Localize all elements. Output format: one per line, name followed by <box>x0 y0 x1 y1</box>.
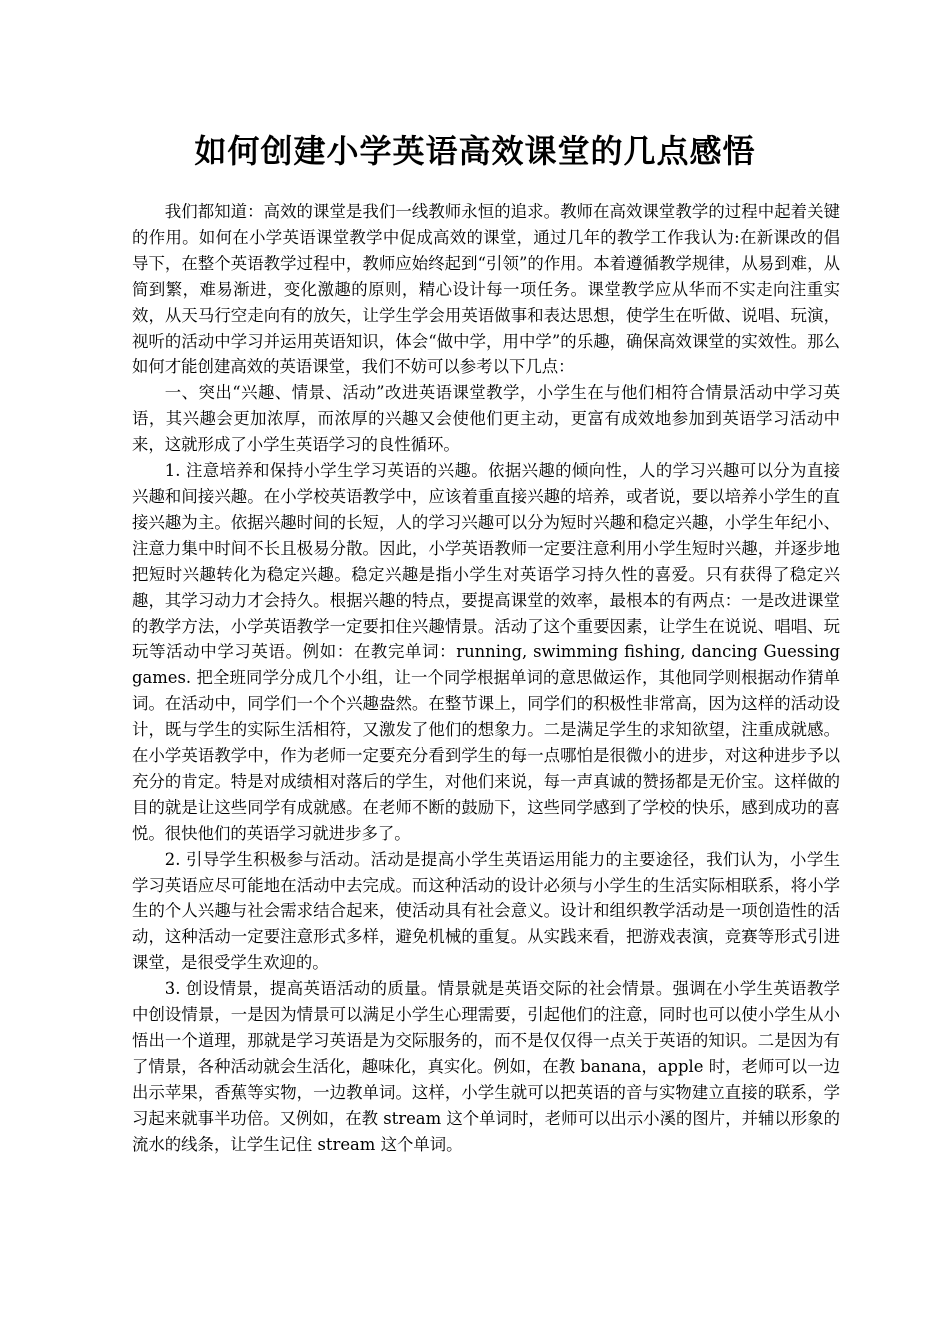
paragraph-section-one: 一、突出“兴趣、情景、活动”改进英语课堂教学，小学生在与他们相符合情景活动中学习英语，其兴趣会更加浓厚，而浓厚的兴趣又会使他们更主动，更富有成效地参加到英语学习活动中来，这就形成了小学生英语学习的良性循环。 <box>132 383 840 455</box>
document-body <box>132 199 840 1158</box>
paragraph-point-3: 3. 创设情景，提高英语活动的质量。情景就是英语交际的社会情景。强调在小学生英语教学中创设情景，一是因为情景可以满足小学生心理需要，引起他们的注意，同时也可以使小学生从小悟出一个道理，那就是学习英语是为交际服务的，而不是仅仅得一点关于英语的知识。二是因为有了情景，各种活动就会生活化，趣味化，真实化。例如，在教 banana，apple 时，老师可以一边出示苹果，香蕉等实物，一边教单词。这样，小学生就可以把英语的音与实物建立直接的联系，学习起来就事半功倍。又例如，在教 stream 这个单词时，老师可以出示小溪的图片，并辅以形象的流水的线条，让学生记住 stream 这个单词。 <box>132 979 840 1154</box>
paragraph-point-2: 2. 引导学生积极参与活动。活动是提高小学生英语运用能力的主要途径，我们认为，小学生学习英语应尽可能地在活动中去完成。而这种活动的设计必须与小学生的生活实际相联系，将小学生的个人兴趣与社会需求结合起来，使活动具有社会意义。设计和组织教学活动是一项创造性的活动，这种活动一定要注意形式多样，避免机械的重复。从实践来看，把游戏表演，竞赛等形式引进课堂，是很受学生欢迎的。 <box>132 849 840 973</box>
document-title: 如何创建小学英语高效课堂的几点感悟 <box>194 132 756 170</box>
paragraph-point-1: 1. 注意培养和保持小学生学习英语的兴趣。依据兴趣的倾向性，人的学习兴趣可以分为直接兴趣和间接兴趣。在小学校英语教学中，应该着重直接兴趣的培养，或者说，要以培养小学生的直接兴趣为主。依据兴趣时间的长短，人的学习兴趣可以分为短时兴趣和稳定兴趣，小学生年纪小、注意力集中时间不长且极易分散。因此，小学英语教师一定要注意利用小学生短时兴趣，并逐步地把短时兴趣转化为稳定兴趣。稳定兴趣是指小学生对英语学习持久性的喜爱。只有获得了稳定兴趣，其学习动力才会持久。根据兴趣的特点，要提高课堂的效率，最根本的有两点：一是改进课堂的教学方法，小学英语教学一定要扣住兴趣情景。活动了这个重要因素，让学生在说说、唱唱、玩玩等活动中学习英语。例如：在教完单词：running, swimming fishing, dancing Guessing games. 把全班同学分成几个小组，让一个同学根据单词的意思做运作，其他同学则根据动作猜单词。在活动中，同学们一个个兴趣盎然。在整节课上，同学们的积极性非常高，因为这样的活动设计，既与学生的实际生活相符，又激发了他们的想象力。二是满足学生的求知欲望，注重成就感。在小学英语教学中，作为老师一定要充分看到学生的每一点哪怕是很微小的进步，对这种进步予以充分的肯定。特是对成绩相对落后的学生，对他们来说，每一声真诚的赞扬都是无价宝。这样做的目的就是让这些同学有成就感。在老师不断的鼓励下，这些同学感到了学校的快乐，感到成功的喜悦。很快他们的英语学习就进步多了。 <box>132 461 840 843</box>
paragraph-intro: 我们都知道：高效的课堂是我们一线教师永恒的追求。教师在高效课堂教学的过程中起着关键的作用。如何在小学英语课堂教学中促成高效的课堂，通过几年的教学工作我认为:在新课改的倡导下，在整个英语教学过程中，教师应始终起到“引领”的作用。本着遵循教学规律，从易到难，从简到繁，难易渐进，变化激趣的原则，精心设计每一项任务。课堂教学应从华而不实走向注重实效，从天马行空走向有的放矢，让学生学会用英语做事和表达思想，使学生在听做、说唱、玩演，视听的活动中学习并运用英语知识，体会“做中学，用中学”的乐趣，确保高效课堂的实效性。那么如何才能创建高效的英语课堂，我们不妨可以参考以下几点： <box>132 202 840 377</box>
